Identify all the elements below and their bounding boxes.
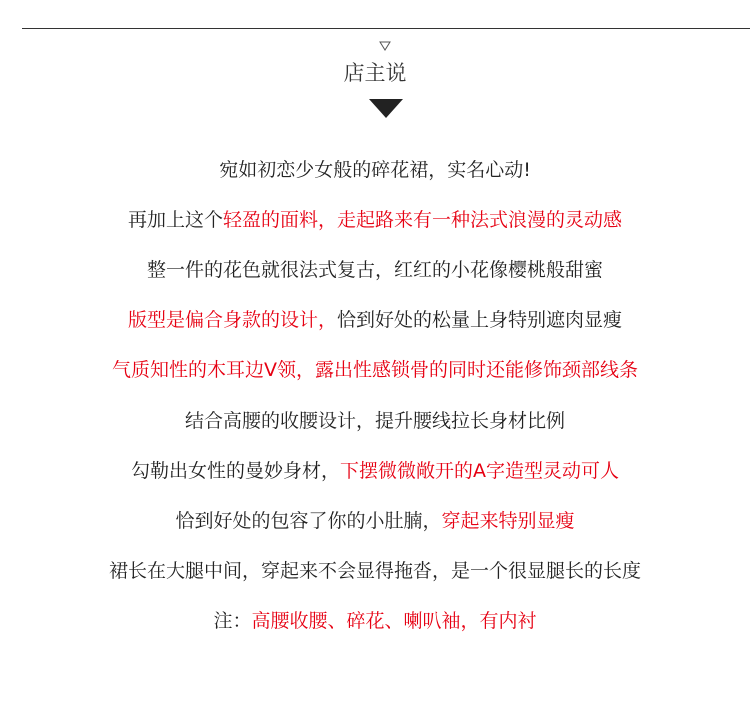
highlight-text: 轻盈的面料，走起路来有一种法式浪漫的灵动感 — [223, 209, 623, 231]
body-text: 裙长在大腿中间，穿起来不会显得拖沓，是一个很显腿长的长度 — [108, 560, 641, 582]
highlight-text: 版型是偏合身款的设计， — [127, 309, 337, 331]
body-text: 恰到好处的包容了你的小肚腩， — [175, 510, 442, 532]
highlight-text: 高腰收腰、碎花、喇叭袖，有内衬 — [251, 610, 537, 632]
body-text: 结合高腰的收腰设计，提升腰线拉长身材比例 — [184, 410, 565, 432]
highlight-text: 气质知性的木耳边V领，露出性感锁骨的同时还能修饰颈部线条 — [112, 359, 638, 381]
description-line — [0, 206, 750, 234]
section-heading: 店主说 — [343, 61, 407, 85]
highlight-text: 下摆微微敞开的A字造型灵动可人 — [340, 460, 619, 482]
body-text: 注： — [213, 610, 252, 632]
description-line — [0, 507, 750, 535]
highlight-text: 穿起来特别显瘦 — [441, 510, 575, 532]
description-line — [0, 256, 750, 284]
body-text: 恰到好处的松量上身特别遮肉显瘦 — [337, 309, 623, 331]
description-line — [0, 306, 750, 334]
description-line — [0, 557, 750, 585]
body-text: 整一件的花色就很法式复古，红红的小花像樱桃般甜蜜 — [146, 259, 603, 281]
description-line — [0, 457, 750, 485]
body-text: 再加上这个 — [127, 209, 223, 231]
description-line — [0, 607, 750, 635]
description-line — [0, 356, 750, 384]
body-text: 宛如初恋少女般的碎花裙，实名心动! — [219, 159, 531, 181]
body-text: 勾勒出女性的曼妙身材， — [130, 460, 340, 482]
description-line — [0, 156, 750, 184]
description-line — [0, 407, 750, 435]
